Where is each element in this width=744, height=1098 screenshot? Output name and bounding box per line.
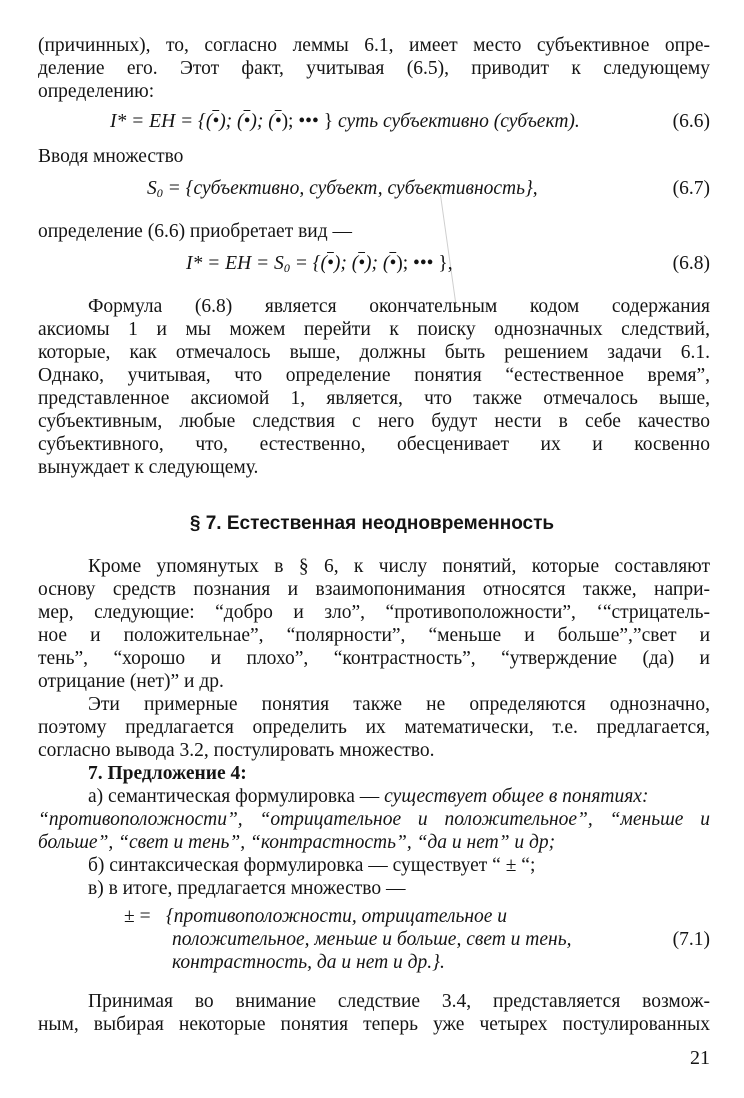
text-line: Эти примерные понятия также не определяются однозначно,	[88, 694, 710, 715]
equation-7-1-line: контрастность, да и нет и др.}.	[172, 952, 445, 973]
text-line: “противоположности”, “отрицательное и положительное”, “меньше и	[38, 809, 710, 830]
equation-6-8	[186, 252, 453, 280]
equation-number: (6.6)	[672, 111, 710, 132]
text-line: определению:	[38, 81, 155, 102]
eq-tail: ); ••• },	[396, 253, 453, 274]
equation-6-6	[110, 110, 580, 133]
section-heading: § 7. Естественная неодновременность	[189, 513, 555, 534]
text-line: отрицание (нет)” и др.	[38, 671, 224, 692]
eq-sep: ); (	[365, 253, 390, 274]
text-line: согласно вывода 3.2, постулировать множество.	[38, 740, 435, 761]
eq-comment: суть субъективно (субъект).	[337, 111, 580, 132]
set-subscript: 0	[156, 186, 163, 200]
text-line: мер, следующие: “добро и зло”, “противоположности”, ‘“стрицатель-	[38, 602, 710, 623]
set-subscript: 0	[283, 261, 290, 275]
eq-lhs: I* = EH = S	[186, 253, 284, 274]
text-line: поэтому предлагается определить их математически, т.е. предлагается,	[38, 717, 710, 738]
equation-7-1-line: положительное, меньше и больше, свет и тень,	[172, 929, 572, 950]
text-line: Кроме упомянутых в § 6, к числу понятий, которые составляют	[88, 556, 710, 577]
text-line: Формула (6.8) является окончательным кодом содержания	[88, 296, 710, 317]
proposal-item-a	[88, 785, 710, 808]
text-line: основу средств познания и взаимопонимания относятся также, напри-	[38, 579, 710, 600]
text-line: больше”, “свет и тень”, “контрастность”, “да и нет” и др;	[38, 832, 556, 853]
page-number: 21	[690, 1047, 710, 1069]
proposal-item-b: б) синтаксическая формулировка — существует “ ± “;	[88, 855, 536, 876]
text-line: субъективного, что, естественно, обесценивает их и косвенно	[38, 434, 710, 455]
proposal-a-prefix: а) семантическая формулировка —	[88, 786, 385, 807]
text-line: субъективным, любые следствия с него будут нести в себе качество	[38, 411, 710, 432]
text-line: деление его. Этот факт, учитывая (6.5), приводит к следующему	[38, 58, 710, 79]
overlined-dot-symbol: •	[274, 111, 282, 132]
eq-sep: ); (	[219, 111, 244, 132]
text-line: Вводя множество	[38, 146, 184, 167]
eq-sep: ); (	[250, 111, 275, 132]
text-line: Принимая во внимание следствие 3.4, представляется возмож-	[88, 991, 710, 1012]
equation-number: (6.7)	[672, 178, 710, 199]
eq-sep: ); (	[333, 253, 359, 274]
overlined-dot-symbol: •	[389, 253, 397, 274]
equation-number: (7.1)	[672, 929, 710, 950]
text-line: Однако, учитывая, что определение понятия “естественное время”,	[38, 365, 710, 386]
text-line: которые, как отмечалось выше, должны быть решением задачи 6.1.	[38, 342, 710, 363]
proposal-item-c: в) в итоге, предлагается множество —	[88, 878, 406, 899]
equation-6-7	[147, 177, 538, 205]
eq-lhs: I* = EH = {(	[110, 111, 213, 132]
text-line: аксиомы 1 и мы можем перейти к поиску однозначных следствий,	[38, 319, 710, 340]
scan-artifact-line	[440, 195, 456, 304]
text-line: тень”, “хорошо и плохо”, “контрастность”, “утверждение (да) и	[38, 648, 710, 669]
set-body: = {субъективно, субъект, субъективность},	[162, 178, 538, 199]
text-line: ное и положительнае”, “полярности”, “меньше и больше”,”свет и	[38, 625, 710, 646]
equation-7-1-line: {противоположности, отрицательное и	[166, 906, 508, 927]
overlined-dot-symbol: •	[327, 253, 334, 274]
text-line: представленное аксиомой 1, является, что также отмечалось выше,	[38, 388, 710, 409]
text-line: ным, выбирая некоторые понятия теперь уже четырех постулированных	[38, 1014, 710, 1035]
text-line: (причинных), то, согласно леммы 6.1, имеет место субъективное опре-	[38, 35, 710, 56]
equation-number: (6.8)	[672, 253, 710, 274]
overlined-dot-symbol: •	[212, 111, 220, 132]
overlined-dot-symbol: •	[243, 111, 251, 132]
proposal-a-italic: существует общее в понятиях:	[384, 786, 649, 807]
text-line: определение (6.6) приобретает вид —	[38, 221, 353, 242]
set-symbol: S	[147, 178, 157, 199]
equation-7-1-lhs: ± =	[124, 906, 151, 927]
overlined-dot-symbol: •	[358, 253, 366, 274]
eq-mid: = {(	[289, 253, 328, 274]
text-line: вынуждает к следующему.	[38, 457, 259, 478]
proposal-title: 7. Предложение 4:	[88, 763, 247, 784]
eq-tail: ); ••• }	[281, 111, 334, 132]
